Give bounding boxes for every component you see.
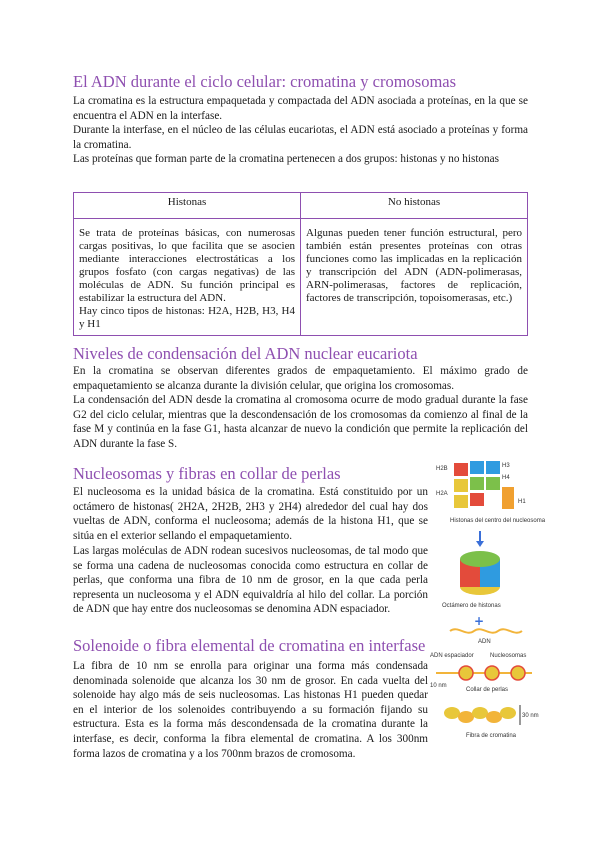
chromatin-fiber	[444, 707, 516, 723]
dna-strand	[450, 629, 522, 632]
fiber-bead	[458, 711, 474, 723]
paragraph-proteinas-grupos: Las proteínas que forman parte de la cromatina pertenecen a dos grupos: histonas y no histonas	[73, 153, 499, 165]
histone-block-h3-2	[486, 461, 500, 474]
label-h2b: H2B	[436, 466, 448, 472]
label-10nm: 10 nm	[430, 683, 447, 689]
heading-nucleosomas: Nucleosomas y fibras en collar de perlas	[73, 464, 341, 483]
label-fiber: Fibra de cromatina	[466, 733, 517, 739]
label-h4: H4	[502, 475, 510, 481]
paragraph-interfase: Durante la interfase, en el núcleo de las células eucariotas, el ADN está asociado a proteínas y forma la cromatina.	[73, 124, 528, 151]
histone-block-h1	[502, 487, 514, 509]
label-h2a: H2A	[436, 491, 448, 497]
label-30nm: 30 nm	[522, 713, 539, 719]
octamer-top	[460, 551, 500, 567]
label-center-histones: Histonas del centro del nucleosoma	[450, 518, 546, 524]
label-spacer-dna: ADN espaciador	[430, 653, 474, 659]
histone-block-h4-1	[470, 477, 484, 490]
histone-block-h2b-1	[454, 463, 468, 476]
heading-niveles-condensacion: Niveles de condensación del ADN nuclear eucariota	[73, 344, 418, 363]
paragraph-condensacion-fases: La condensación del ADN desde la cromatina al cromosoma ocurre de modo gradual durante la fase G2 del ciclo celular, mientras que la descondensación de los cromosomas da comienzo al final de la fase M y continúa en la fase G1, hasta alcanzar de nuevo la condición que permite la replicación del ADN durante la fase S.	[73, 394, 528, 450]
table-cell-no-histonas: Algunas pueden tener función estructural, pero también están presentes proteínas con otras funciones como las implicadas en la replicación y transcripción del ADN (ADN-polimerasas, ARN-polimerasas, factores de replicación, factores de transcripción, topoisomerasas, etc.)	[301, 219, 528, 336]
heading-solenoide: Solenoide o fibra elemental de cromatina en interfase	[73, 636, 426, 655]
histonas-tipos: Hay cinco tipos de histonas: H2A, H2B, H3, H4 y H1	[79, 305, 295, 330]
fiber-bead	[472, 707, 488, 719]
heading-adn-ciclo-celular: El ADN durante el ciclo celular: cromatina y cromosomas	[73, 72, 457, 91]
label-h3: H3	[502, 463, 510, 469]
label-h1: H1	[518, 499, 526, 505]
histone-block-h2a-2	[454, 495, 468, 508]
fiber-bead	[486, 711, 502, 723]
bead-1	[459, 666, 473, 680]
paragraph-cromatina-def: La cromatina es la estructura empaquetada y compactada del ADN asociada a proteínas, en la que se encuentra el ADN en la interfase.	[73, 95, 528, 122]
paragraph-grados-empaquetamiento: En la cromatina se observan diferentes grados de empaquetamiento. El máximo grado de empaquetamiento se alcanza durante la división celular, que origina los cromosomas.	[73, 365, 528, 392]
table-header-row	[74, 193, 528, 219]
plus-icon: +	[474, 614, 485, 628]
table-cell-histonas	[74, 219, 301, 336]
paragraph-nucleosoma-def: El nucleosoma es la unidad básica de la cromatina. Está constituido por un octámero de histonas( 2H2A, 2H2B, 2H3 y 2H4) alrededor del cual hay dos vueltas de ADN, conforma el nucleosoma; además de la histona H1, que se sitúa en el exterior sellando el empaquetamiento.	[73, 486, 428, 542]
table-header-no-histonas: No histonas	[301, 193, 528, 219]
histonas-description: Se trata de proteínas básicas, con numerosas cargas positivas, lo que facilita que se asocien mediante interacciones electrostáticas a los grupos fosfato (con cargas negativas) de las moléculas de ADN. Su función principal es estabilizar la estructura del ADN.	[79, 227, 295, 304]
table-header-histonas: Histonas	[74, 193, 301, 219]
histone-block-h2a-1	[454, 479, 468, 492]
octamer-cylinder	[460, 551, 500, 595]
nucleosome-figure	[430, 455, 546, 765]
histone-block-h4-2	[486, 477, 500, 490]
fiber-bead	[500, 707, 516, 719]
paragraph-collar-perlas: Las largas moléculas de ADN rodean sucesivos nucleosomas, de tal modo que se forma una cadena de nucleosomas conocida como estructura en collar de perlas, que conforma una fibra de 10 nm de grosor, en la que cada perla representa un nucleosoma y el ADN equivaldría al hilo del collar. La porción de ADN que hay entre dos nucleosomas se denomina ADN espaciador.	[73, 545, 428, 616]
bead-2	[485, 666, 499, 680]
table-row	[74, 219, 528, 336]
paragraph-solenoide: La fibra de 10 nm se enrolla para originar una forma más condensada denominada solenoide que alcanza los 30 nm de grosor. En cada vuelta del solenoide hay algo más de seis nucleosomas. Las histonas H1 pueden quedar en el interior de los solenoides contribuyendo a su formación fijando su estructura. Esta es la forma más descondensada de la cromatina durante la interfase, es decir, conforma la fibra elemental de cromatina. A los 300nm forma lazos de cromatina y a los 700nm brazos de cromosoma.	[73, 660, 428, 760]
label-collar-perlas: Collar de perlas	[466, 687, 509, 693]
histone-block-h3-1	[470, 461, 484, 474]
histonas-table	[73, 192, 528, 336]
label-adn: ADN	[478, 639, 491, 645]
fiber-bead	[444, 707, 460, 719]
histone-block-h2b-2	[470, 493, 484, 506]
arrow-head-icon	[476, 541, 484, 547]
label-octamer: Octámero de histonas	[442, 603, 501, 609]
label-nucleosomes: Nucleosomas	[490, 653, 527, 659]
bead-3	[511, 666, 525, 680]
